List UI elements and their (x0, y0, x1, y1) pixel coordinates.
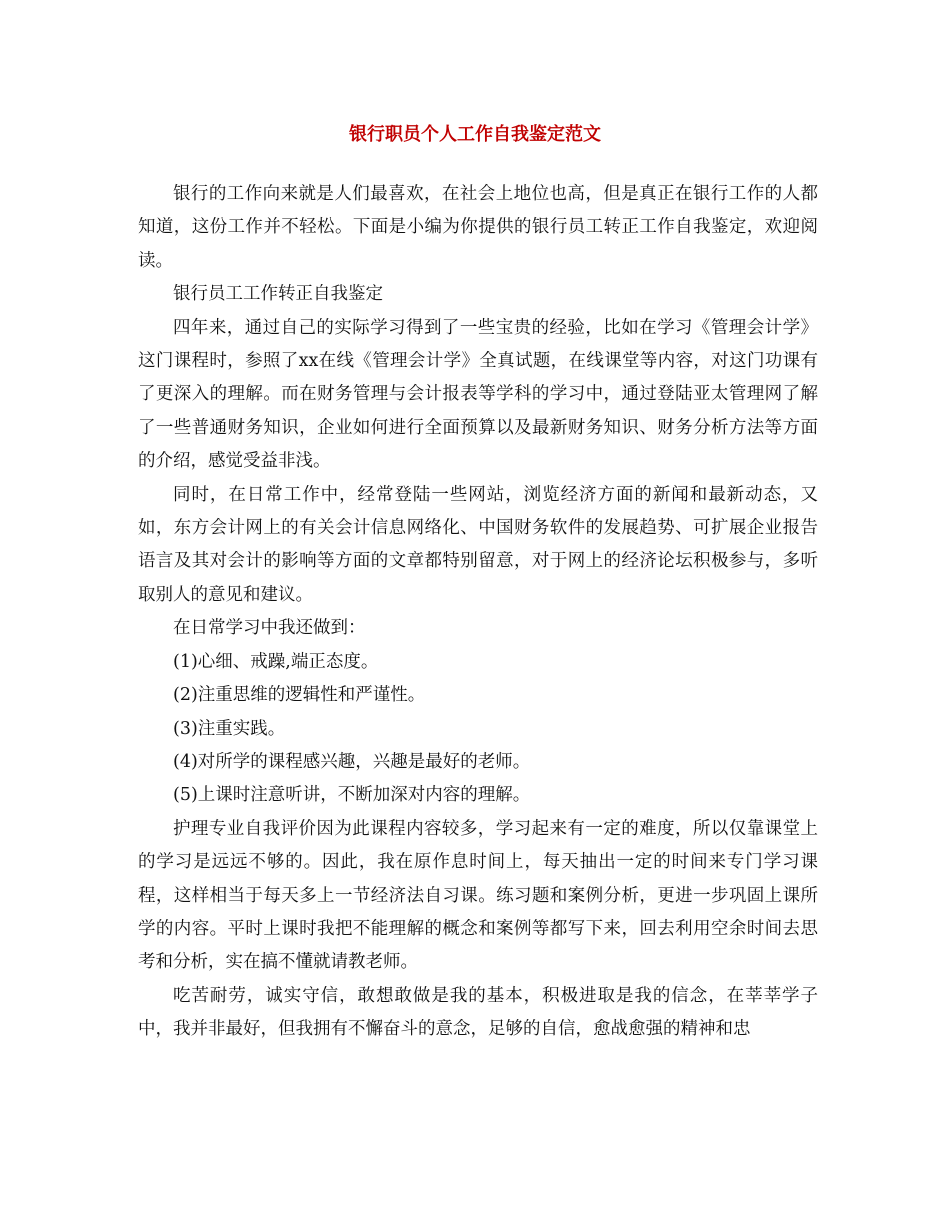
list-item-1: (1)心细、戒躁,端正态度。 (173, 651, 379, 672)
paragraph-experience: 四年来，通过自己的实际学习得到了一些宝贵的经验，比如在学习《管理会计学》这门课程时，参照了xx在线《管理会计学》全真试题，在线课堂等内容，对这门功课有了更深入的理解。而在财务管理与会计报表等学科的学习中，通过登陆亚太管理网了解了一些普通财务知识，企业如何进行全面预算以及最新财务知识、财务分析方法等方面的介绍，感觉受益非浅。 (138, 317, 818, 472)
paragraph-conclusion: 吃苦耐劳，诚实守信，敢想敢做是我的基本，积极进取是我的信念，在莘莘学子中，我并非最好，但我拥有不懈奋斗的意念，足够的自信，愈战愈强的精神和忠 (138, 985, 818, 1040)
paragraph-daily-work: 同时，在日常工作中，经常登陆一些网站，浏览经济方面的新闻和最新动态，又如，东方会计网上的有关会计信息网络化、中国财务软件的发展趋势、可扩展企业报告语言及其对会计的影响等方面的文章都特别留意，对于网上的经济论坛积极参与，多听取别人的意见和建议。 (138, 484, 818, 605)
paragraph-intro: 银行的工作向来就是人们最喜欢，在社会上地位也高，但是真正在银行工作的人都知道，这份工作并不轻松。下面是小编为你提供的银行员工转正工作自我鉴定，欢迎阅读。 (138, 184, 818, 271)
paragraph-study-method: 护理专业自我评价因为此课程内容较多，学习起来有一定的难度，所以仅靠课堂上的学习是远远不够的。因此，我在原作息时间上，每天抽出一定的时间来专门学习课程，这样相当于每天多上一节经济法自习课。练习题和案例分析，更进一步巩固上课所学的内容。平时上课时我把不能理解的概念和案例等都写下来，回去利用空余时间去思考和分析，实在搞不懂就请教老师。 (138, 818, 818, 973)
list-item-2: (2)注重思维的逻辑性和严谨性。 (173, 685, 426, 706)
paragraph-list-intro: 在日常学习中我还做到： (173, 618, 366, 639)
list-item-4: (4)对所学的课程感兴趣，兴趣是最好的老师。 (173, 751, 531, 772)
list-item-5: (5)上课时注意听讲，不断加深对内容的理解。 (173, 785, 531, 806)
document-title: 银行职员个人工作自我鉴定范文 (349, 124, 601, 145)
document-body (138, 178, 818, 1047)
paragraph-subheading: 银行员工工作转正自我鉴定 (173, 284, 383, 305)
list-item-3: (3)注重实践。 (173, 718, 286, 739)
